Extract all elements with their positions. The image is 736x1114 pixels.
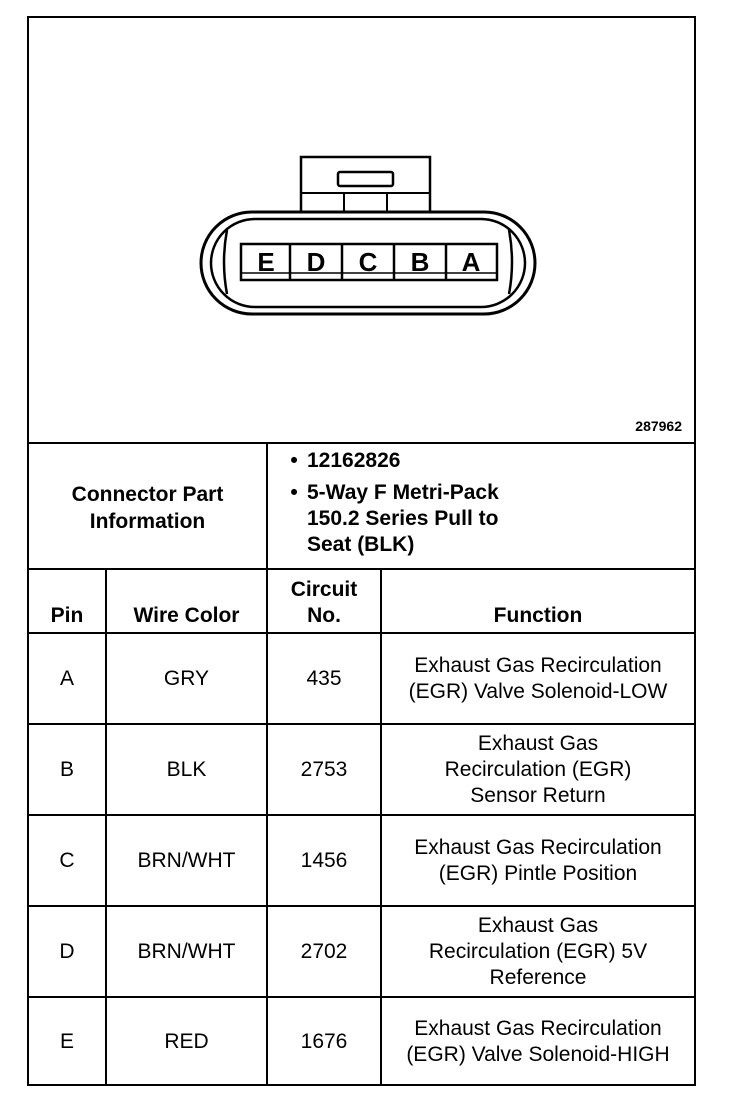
- part-description: 5-Way F Metri-Pack 150.2 Series Pull to Seat (BLK): [307, 481, 499, 556]
- cell-circuit: 1456: [300, 848, 348, 872]
- header-circuit-no: Circuit No.: [290, 578, 358, 627]
- cell-wire-color: BRN/WHT: [137, 848, 236, 872]
- header-function: Function: [493, 604, 583, 627]
- cell-circuit: 2702: [300, 939, 348, 963]
- header-pin: Pin: [50, 604, 84, 627]
- pin-label-d: D: [306, 247, 326, 277]
- cell-circuit: 435: [306, 666, 342, 690]
- cell-pin: B: [59, 757, 74, 781]
- connector-drawing: [29, 18, 694, 444]
- connector-part-info: [281, 448, 686, 564]
- cell-circuit: 2753: [300, 757, 348, 781]
- cell-pin: C: [59, 848, 75, 872]
- cell-circuit: 1676: [300, 1030, 348, 1053]
- cell-wire-color: BRN/WHT: [137, 939, 236, 963]
- cell-pin: D: [59, 939, 75, 963]
- cell-function: Exhaust Gas Recirculation (EGR) Valve Solenoid-HIGH: [406, 1017, 670, 1066]
- connector-document: [27, 16, 696, 1086]
- cell-wire-color: RED: [164, 1030, 209, 1053]
- divider: [266, 444, 268, 570]
- pin-label-b: B: [410, 247, 430, 277]
- part-info-item: • 5-Way F Metri-Pack 150.2 Series Pull to Seat (BLK): [281, 480, 686, 558]
- part-number: 12162826: [307, 449, 401, 472]
- cell-function: Exhaust Gas Recirculation (EGR) 5V Reference: [428, 913, 648, 989]
- connector-diagram: [29, 18, 694, 444]
- header-wire-color: Wire Color: [133, 604, 240, 627]
- diagram-reference-number: 287962: [635, 418, 682, 434]
- cell-pin: E: [59, 1030, 74, 1053]
- cell-wire-color: BLK: [166, 757, 207, 781]
- connector-part-info-label: Connector Part Information: [71, 483, 224, 533]
- cell-function: Exhaust Gas Recirculation (EGR) Sensor Return: [444, 731, 632, 807]
- divider: [29, 442, 694, 444]
- pin-label-a: A: [461, 247, 481, 277]
- pin-label-e: E: [257, 247, 275, 277]
- cell-pin: A: [59, 666, 74, 690]
- pin-label-c: C: [358, 247, 378, 277]
- cell-wire-color: GRY: [163, 666, 210, 690]
- latch-slot: [338, 172, 393, 186]
- part-info-item: • 12162826: [290, 449, 401, 472]
- cell-function: Exhaust Gas Recirculation (EGR) Pintle Position: [414, 835, 662, 885]
- cell-function: Exhaust Gas Recirculation (EGR) Valve Solenoid-LOW: [408, 653, 668, 703]
